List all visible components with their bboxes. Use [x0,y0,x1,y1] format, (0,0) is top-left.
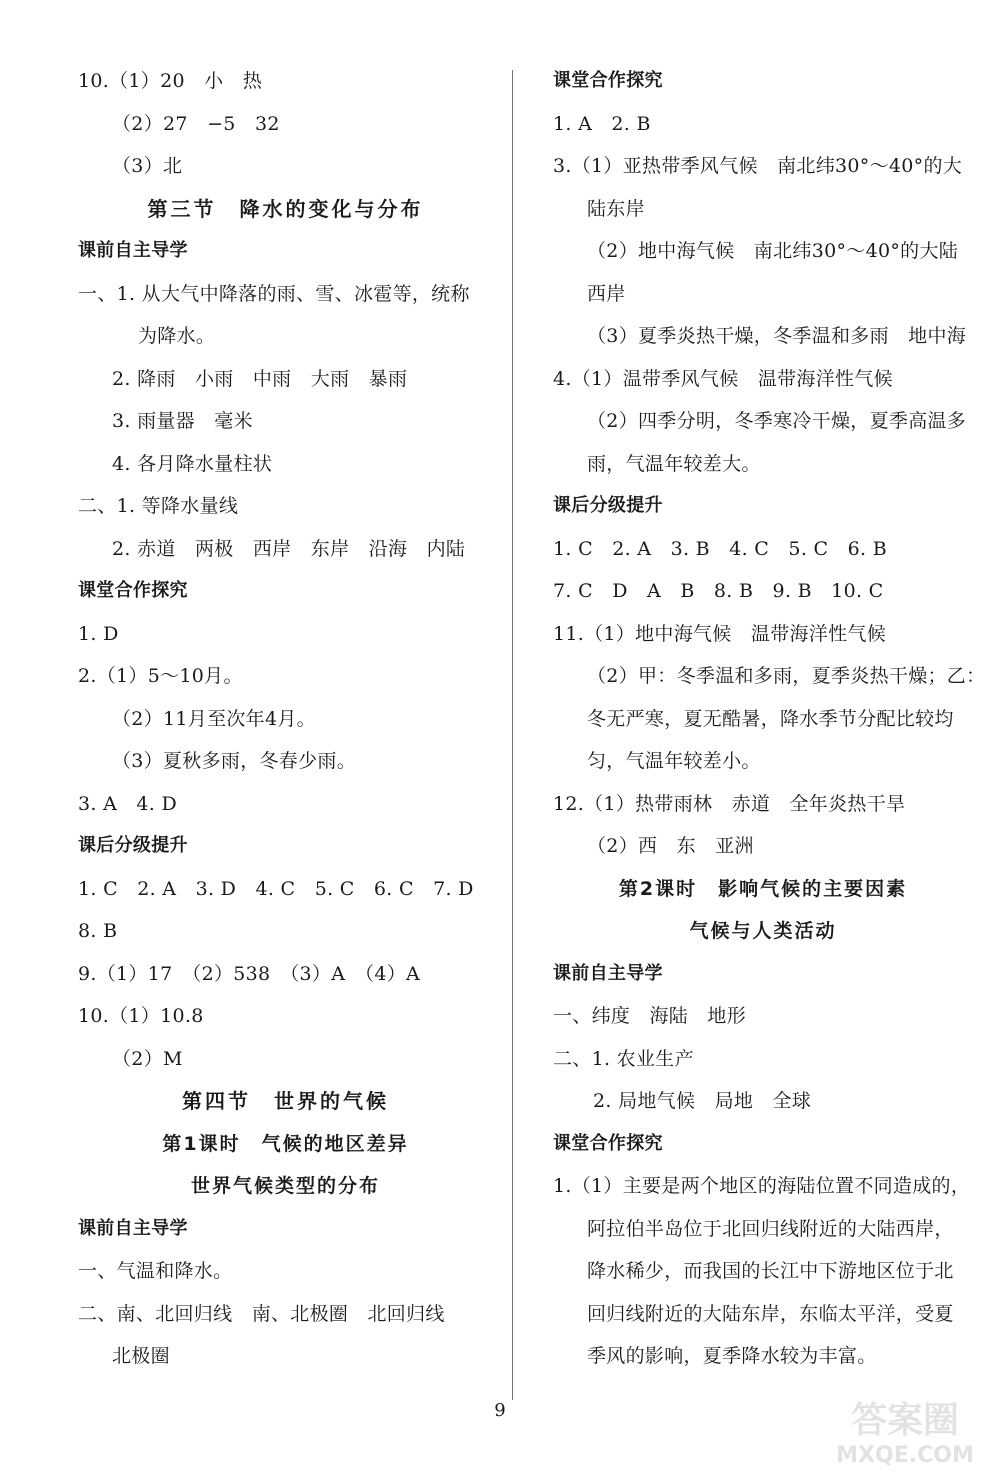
answer-line: 12.（1）热带雨林 赤道 全年炎热干旱 [553,792,906,815]
subsection-label: 课前自主导学 [553,962,663,984]
lesson-heading: 第2课时 影响气候的主要因素 [618,877,908,900]
answer-line: （2）27 −5 32 [112,112,280,135]
topic-heading: 气候与人类活动 [689,920,837,942]
watermark-logo [815,1390,995,1470]
answer-line: （2）四季分明，冬季寒冷干燥，夏季高温多 [587,410,967,432]
answer-line: 二、南、北回归线 南、北极圈 北回归线 [78,1302,445,1325]
answer-line: 西岸 [587,282,626,305]
column-divider [512,70,513,1400]
subsection-label: 课堂合作探究 [553,70,663,91]
answer-line: （2）地中海气候 南北纬30°～40°的大陆 [587,240,959,262]
answer-line: 一、1. 从大气中降落的雨、雪、冰雹等，统称 [78,282,470,305]
answer-line: 阿拉伯半岛位于北回归线附近的大陆西岸， [587,1217,954,1240]
answer-line: 2. 局地气候 局地 全球 [593,1090,812,1112]
answer-line: 3. 雨量器 毫米 [112,410,253,432]
answer-line: 9.（1）17 （2）538 （3）A （4）A [78,962,421,985]
subsection-label: 课堂合作探究 [553,1132,663,1154]
subsection-label: 课堂合作探究 [78,580,188,601]
subsection-label: 课后分级提升 [553,495,663,516]
topic-heading: 世界气候类型的分布 [190,1175,380,1197]
answer-line: 8. B [78,920,118,942]
answer-line: 冬无严寒，夏无酷暑，降水季节分配比较均 [587,707,954,730]
answer-line: （2）11月至次年4月。 [112,707,316,730]
answer-line: 1. C 2. A 3. B 4. C 5. C 6. B [553,537,887,560]
answer-line: 7. C D A B 8. B 9. B 10. C [553,580,884,602]
subsection-label: 课前自主导学 [78,1217,188,1239]
answer-line: 为降水。 [138,325,216,347]
answer-line: 1. D [78,622,119,645]
answer-line: 2. 赤道 两极 西岸 东岸 沿海 内陆 [112,537,466,560]
section-heading: 第三节 降水的变化与分布 [147,196,424,221]
answer-line: 10.（1）20 小 热 [78,70,263,92]
svg-text:MXQE.COM: MXQE.COM [836,1443,974,1468]
answer-line: 11.（1）地中海气候 温带海洋性气候 [553,622,887,645]
answer-line: 北极圈 [112,1345,170,1367]
answer-line: 一、纬度 海陆 地形 [553,1005,747,1027]
subsection-label: 课前自主导学 [78,240,188,261]
answer-line: 二、1. 等降水量线 [78,495,239,517]
answer-line: （3）北 [112,155,183,177]
right-column [553,60,986,1378]
svg-text:答案圈: 答案圈 [850,1400,960,1441]
left-column [78,60,493,1378]
answer-line: 回归线附近的大陆东岸，东临太平洋，受夏 [587,1302,954,1325]
answer-line: 4.（1）温带季风气候 温带海洋性气候 [553,367,893,390]
answer-line: （2）M [112,1047,183,1070]
answer-line: 匀，气温年较差小。 [587,750,761,772]
answer-line: （2）甲：冬季温和多雨，夏季炎热干燥；乙： [587,665,986,687]
answer-line: 陆东岸 [587,197,645,220]
answer-line: 二、1. 农业生产 [553,1047,694,1070]
page-number: 9 [494,1400,506,1421]
answer-line: 4. 各月降水量柱状 [112,452,273,475]
answer-line: 1.（1）主要是两个地区的海陆位置不同造成的， [553,1175,971,1197]
lesson-heading: 第1课时 气候的地区差异 [162,1132,409,1155]
answer-line: （3）夏秋多雨，冬春少雨。 [112,750,356,772]
answer-line: （2）西 东 亚洲 [587,835,754,857]
answer-line: 3.（1）亚热带季风气候 南北纬30°～40°的大 [553,155,963,177]
answer-line: 季风的影响，夏季降水较为丰富。 [587,1345,877,1367]
section-heading: 第四节 世界的气候 [182,1089,389,1113]
answer-line: 降水稀少，而我国的长江中下游地区位于北 [587,1260,954,1282]
answer-line: 2. 降雨 小雨 中雨 大雨 暴雨 [112,367,408,390]
answer-line: 2.（1）5～10月。 [78,665,243,687]
answer-line: 一、气温和降水。 [78,1260,233,1282]
answer-line: 3. A 4. D [78,792,177,815]
answer-line: 1. A 2. B [553,112,651,135]
answer-line: （3）夏季炎热干燥，冬季温和多雨 地中海 [587,325,967,347]
answer-line: 1. C 2. A 3. D 4. C 5. C 6. C 7. D [78,877,474,900]
subsection-label: 课后分级提升 [78,835,188,856]
answer-line: 10.（1）10.8 [78,1005,204,1027]
answer-line: 雨，气温年较差大。 [587,452,761,475]
